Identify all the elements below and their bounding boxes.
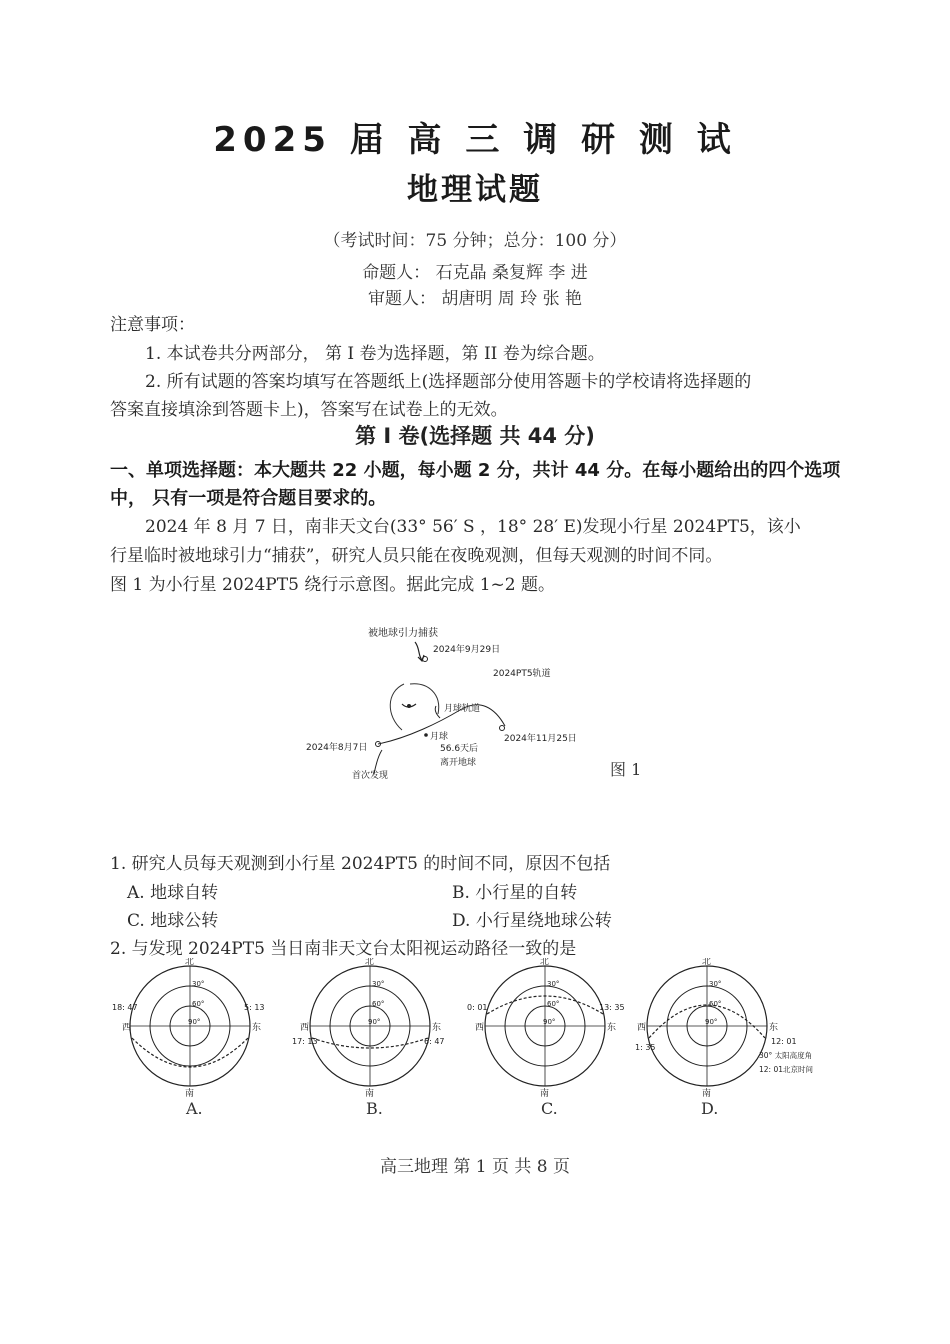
fig1-nov25-point <box>500 726 505 731</box>
fig1-label-aug7: 2024年8月7日 <box>306 743 368 753</box>
svg-text:东: 东 <box>769 1023 779 1033</box>
notice-heading: 注意事项： <box>110 315 195 335</box>
fig1-label-orbit: 2024PT5轨道 <box>493 669 551 679</box>
fig1-label-captured: 被地球引力捕获 <box>368 628 438 639</box>
section-instruction-line-1: 一、单项选择题：本大题共 22 小题，每小题 2 分，共计 44 分。在每小题给出的四个选项 <box>110 460 841 481</box>
svg-text:东: 东 <box>607 1023 617 1033</box>
exam-title: 2025 届 高 三 调 研 测 试 <box>213 120 737 160</box>
fig1-label-moon-orbit: 月球轨道 <box>444 704 481 714</box>
passage-line-2: 行星临时被地球引力“捕获”，研究人员只能在夜晚观测，但每天观测的时间不同。 <box>110 546 723 566</box>
svg-text:18: 47: 18: 47 <box>112 1003 138 1012</box>
svg-text:南: 南 <box>702 1089 712 1099</box>
fig1-caption: 图 1 <box>610 760 642 779</box>
svg-text:30°: 30° <box>192 980 205 988</box>
q1-option-b[interactable]: B. 小行星的自转 <box>452 883 578 903</box>
q2-diagram-a[interactable] <box>110 958 280 1118</box>
svg-text:60°: 60° <box>192 1000 205 1008</box>
passage-line-1: 2024 年 8 月 7 日，南非天文台(33° 56′ S ，18° 28′ E)发现小行星 2024PT5，该小 <box>145 517 801 537</box>
svg-text:90°: 90° <box>705 1018 718 1026</box>
svg-text:5: 13: 5: 13 <box>244 1003 265 1012</box>
q2-stem: 2. 与发现 2024PT5 当日南非天文台太阳视运动路径一致的是 <box>110 939 577 959</box>
notice-item-2-line-1: 2. 所有试题的答案均填写在答题纸上(选择题部分使用答题卡的学校请将选择题的 <box>145 372 752 392</box>
fig1-moon <box>424 733 428 737</box>
svg-text:西: 西 <box>122 1023 132 1033</box>
page-footer: 高三地理 第 1 页 共 8 页 <box>379 1157 571 1177</box>
svg-text:60°: 60° <box>709 1000 722 1008</box>
svg-text:30°: 30° <box>709 980 722 988</box>
passage-line-3: 图 1 为小行星 2024PT5 绕行示意图。据此完成 1~2 题。 <box>110 575 555 595</box>
svg-text:西: 西 <box>475 1023 485 1033</box>
diagram-d-legend-time: 12: 01北京时间 <box>759 1065 813 1074</box>
svg-text:南: 南 <box>540 1089 550 1099</box>
exam-info: （考试时间：75 分钟；总分：100 分） <box>323 231 627 251</box>
svg-text:北: 北 <box>185 958 195 967</box>
svg-text:0: 01: 0: 01 <box>467 1003 488 1012</box>
fig1-label-moon: 月球 <box>430 732 449 742</box>
q2-diagram-b[interactable] <box>290 958 460 1118</box>
section-instruction-line-2: 中， 只有一项是符合题目要求的。 <box>110 488 387 509</box>
svg-text:西: 西 <box>637 1023 647 1033</box>
svg-text:北: 北 <box>540 958 550 967</box>
svg-text:30°: 30° <box>372 980 385 988</box>
svg-text:南: 南 <box>185 1089 195 1099</box>
q1-option-d[interactable]: D. 小行星绕地球公转 <box>452 911 612 931</box>
fig1-label-first-found: 首次发现 <box>352 771 389 781</box>
fig1-moon-orbit-left <box>390 684 404 730</box>
q2-diagram-d[interactable] <box>635 958 835 1118</box>
diagram-b-letter: B. <box>366 1099 383 1118</box>
svg-text:北: 北 <box>365 958 375 967</box>
section-title: 第 I 卷(选择题 共 44 分) <box>355 424 595 448</box>
svg-text:东: 东 <box>252 1023 262 1033</box>
notice-item-1: 1. 本试卷共分两部分， 第 I 卷为选择题，第 II 卷为综合题。 <box>145 344 605 364</box>
svg-text:6: 47: 6: 47 <box>424 1037 445 1046</box>
q2-diagram-c[interactable] <box>465 958 635 1118</box>
diagram-c-letter: C. <box>541 1099 558 1118</box>
svg-text:60°: 60° <box>372 1000 385 1008</box>
fig1-label-sep29: 2024年9月29日 <box>433 645 501 655</box>
svg-text:60°: 60° <box>547 1000 560 1008</box>
q1-option-c[interactable]: C. 地球公转 <box>127 911 219 931</box>
fig1-label-leave-1: 56.6天后 <box>440 744 479 754</box>
svg-text:90°: 90° <box>368 1018 381 1026</box>
svg-text:西: 西 <box>300 1023 310 1033</box>
diagram-d-letter: D. <box>701 1099 719 1118</box>
svg-text:北: 北 <box>702 958 712 967</box>
svg-text:90°: 90° <box>188 1018 201 1026</box>
svg-text:17: 13: 17: 13 <box>292 1037 318 1046</box>
exam-reviewers: 审题人： 胡唐明 周 玲 张 艳 <box>367 289 583 309</box>
svg-text:12: 01: 12: 01 <box>771 1037 797 1046</box>
notice-item-2-line-2: 答案直接填涂到答题卡上)，答案写在试卷上的无效。 <box>110 400 508 420</box>
exam-authors: 命题人： 石克晶 桑复辉 李 进 <box>362 263 588 283</box>
fig1-label-nov25: 2024年11月25日 <box>504 734 577 744</box>
svg-text:南: 南 <box>365 1089 375 1099</box>
diagram-a-letter: A. <box>186 1099 203 1118</box>
fig1-moon-orbit-right <box>410 684 439 714</box>
svg-text:13: 35: 13: 35 <box>599 1003 625 1012</box>
svg-text:30°: 30° <box>547 980 560 988</box>
svg-text:90°: 90° <box>543 1018 556 1026</box>
diagram-d-legend-angle: 30° 太阳高度角 <box>759 1051 813 1060</box>
q1-option-a[interactable]: A. 地球自转 <box>127 883 219 903</box>
svg-text:1: 35: 1: 35 <box>635 1043 656 1052</box>
q1-stem: 1. 研究人员每天观测到小行星 2024PT5 的时间不同，原因不包括 <box>110 854 611 874</box>
fig1-moon-orbit-arrow <box>435 706 440 718</box>
svg-text:东: 东 <box>432 1023 442 1033</box>
exam-subtitle: 地理试题 <box>407 172 543 208</box>
figure-1-orbit-diagram <box>290 618 670 788</box>
fig1-label-leave-2: 离开地球 <box>440 758 477 768</box>
